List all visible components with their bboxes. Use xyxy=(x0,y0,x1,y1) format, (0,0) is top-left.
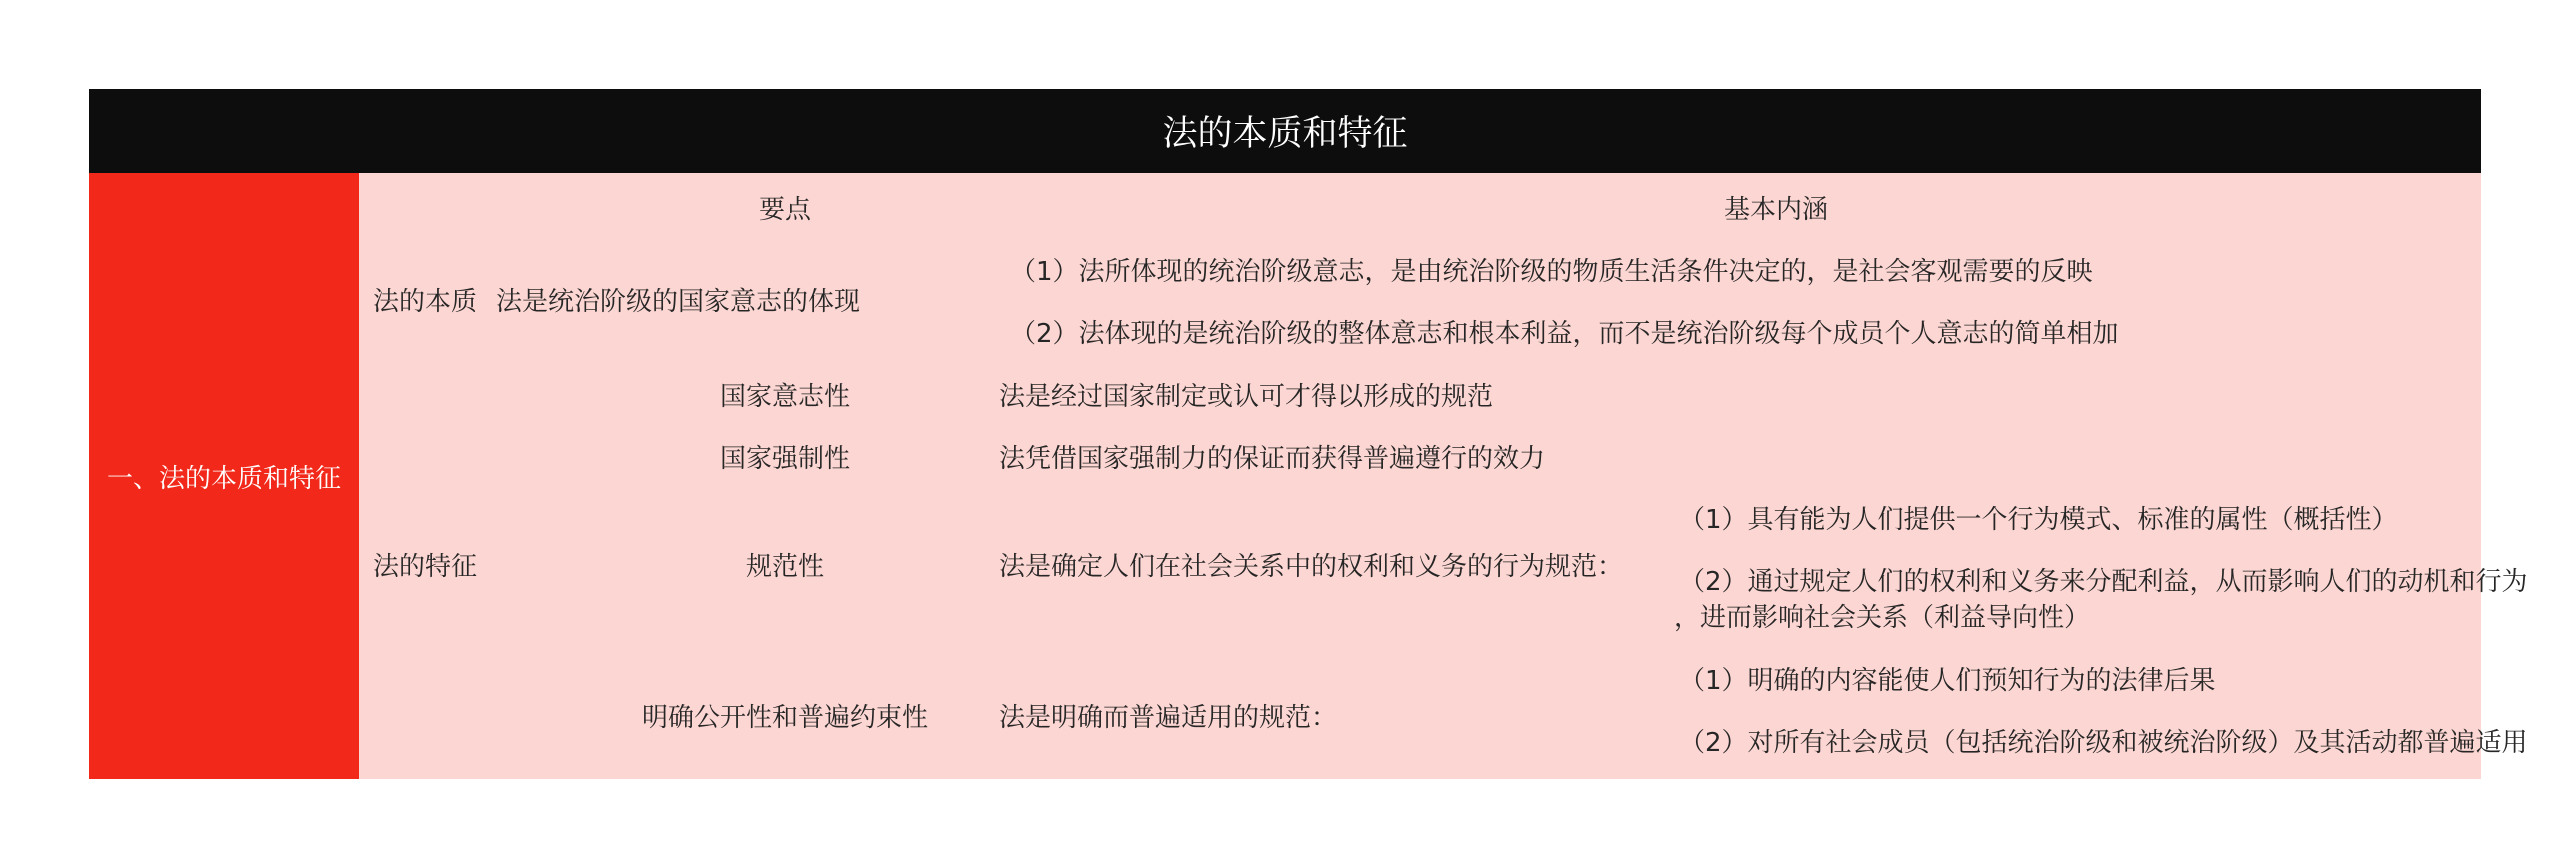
essence-label[interactable]: 法的本质 xyxy=(373,287,478,317)
feature-detail[interactable]: （2）对所有社会成员（包括统治阶级和被统治阶级）及其活动都普遍适用 xyxy=(1679,728,2528,758)
mindmap-table xyxy=(89,89,2528,779)
page-title[interactable]: 法的本质和特征 xyxy=(1162,114,1408,154)
feature-detail[interactable]: （1）明确的内容能使人们预知行为的法律后果 xyxy=(1679,666,2216,696)
feature-name[interactable]: 规范性 xyxy=(745,552,825,582)
feature-meaning[interactable]: 法凭借国家强制力的保证而获得普遍遵行的效力 xyxy=(999,444,1546,474)
essence-item[interactable]: （1）法所体现的统治阶级意志，是由统治阶级的物质生活条件决定的，是社会客观需要的反映 xyxy=(1010,257,2093,287)
header-meaning[interactable]: 基本内涵 xyxy=(1723,195,1829,225)
essence-point[interactable]: 法是统治阶级的国家意志的体现 xyxy=(496,287,861,317)
features-label[interactable]: 法的特征 xyxy=(373,552,478,582)
feature-name[interactable]: 国家强制性 xyxy=(719,444,851,474)
title-bar xyxy=(89,89,2481,173)
feature-meaning[interactable]: 法是确定人们在社会关系中的权利和义务的行为规范： xyxy=(999,552,1624,582)
feature-detail[interactable]: （1）具有能为人们提供一个行为模式、标准的属性（概括性） xyxy=(1679,505,2398,535)
section-label: 一、法的本质和特征 xyxy=(106,463,341,494)
feature-name[interactable]: 明确公开性和普遍约束性 xyxy=(641,703,929,733)
content-area xyxy=(359,173,2528,779)
feature-detail[interactable]: （2）通过规定人们的权利和义务来分配利益，从而影响人们的动机和行为 xyxy=(1679,567,2528,597)
feature-name[interactable]: 国家意志性 xyxy=(719,382,851,412)
header-key-points[interactable]: 要点 xyxy=(758,195,812,225)
section-cell[interactable] xyxy=(89,173,359,779)
feature-detail[interactable]: ，进而影响社会关系（利益导向性） xyxy=(1674,603,2091,633)
essence-item[interactable]: （2）法体现的是统治阶级的整体意志和根本利益，而不是统治阶级每个成员个人意志的简单相加 xyxy=(1010,319,2119,349)
feature-meaning[interactable]: 法是经过国家制定或认可才得以形成的规范 xyxy=(999,382,1494,412)
feature-meaning[interactable]: 法是明确而普遍适用的规范： xyxy=(999,703,1338,733)
